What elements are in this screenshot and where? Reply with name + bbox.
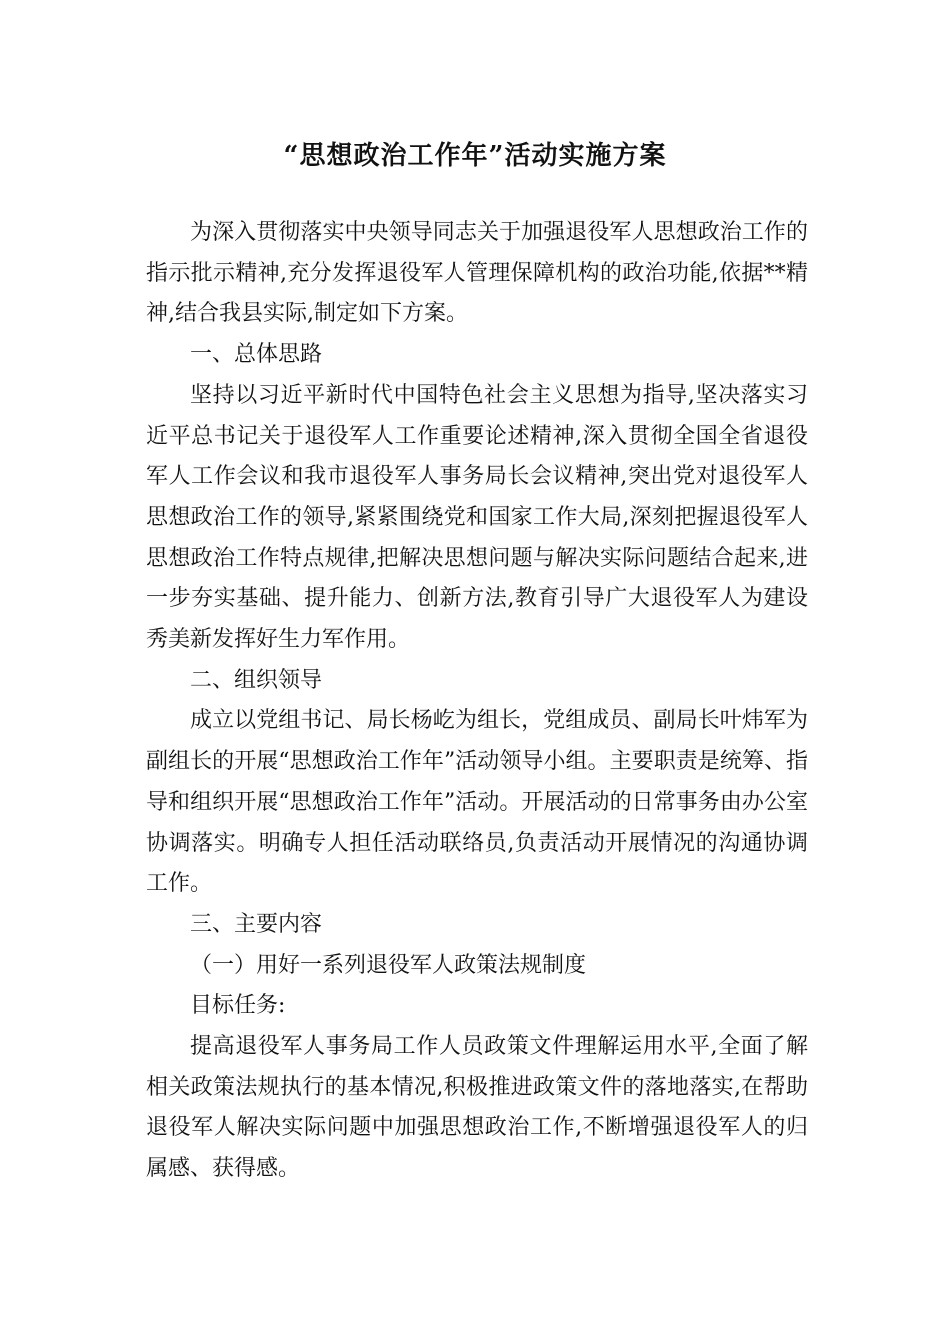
subsection-heading-policies: （一）用好一系列退役军人政策法规制度 (190, 952, 587, 978)
objectives-paragraph: 提高退役军人事务局工作人员政策文件理解运用水平,全面了解相关政策法规执行的基本情况,积极推进政策文件的落地落实,在帮助退役军人解决实际问题中加强思想政治工作,不断增强退役军人的归属感、获得感。 (146, 1034, 808, 1182)
section-heading-organization: 二、组织领导 (190, 667, 323, 693)
document-body (146, 213, 808, 1190)
intro-paragraph: 为深入贯彻落实中央领导同志关于加强退役军人思想政治工作的指示批示精神,充分发挥退役军人管理保障机构的政治功能,依据**精神,结合我县实际,制定如下方案。 (146, 220, 808, 327)
organization-paragraph: 成立以党组书记、局长杨屹为组长，党组成员、副局长叶炜军为副组长的开展“思想政治工作年”活动领导小组。主要职责是统筹、指导和组织开展“思想政治工作年”活动。开展活动的日常事务由办公室协调落实。明确专人担任活动联络员,负责活动开展情况的沟通协调工作。 (146, 708, 808, 897)
section-heading-overall-approach: 一、总体思路 (190, 342, 323, 368)
section-heading-main-content: 三、主要内容 (190, 911, 323, 937)
document-title: “思想政治工作年”活动实施方案 (283, 141, 667, 171)
objectives-label: 目标任务: (190, 993, 286, 1019)
overall-approach-paragraph: 坚持以习近平新时代中国特色社会主义思想为指导,坚决落实习近平总书记关于退役军人工作重要论述精神,深入贯彻全国全省退役军人工作会议和我市退役军人事务局长会议精神,突出党对退役军人思想政治工作的领导,紧紧围绕党和国家工作大局,深刻把握退役军人思想政治工作特点规律,把解决思想问题与解决实际问题结合起来,进一步夯实基础、提升能力、创新方法,教育引导广大退役军人为建设秀美新发挥好生力军作用。 (146, 382, 808, 653)
